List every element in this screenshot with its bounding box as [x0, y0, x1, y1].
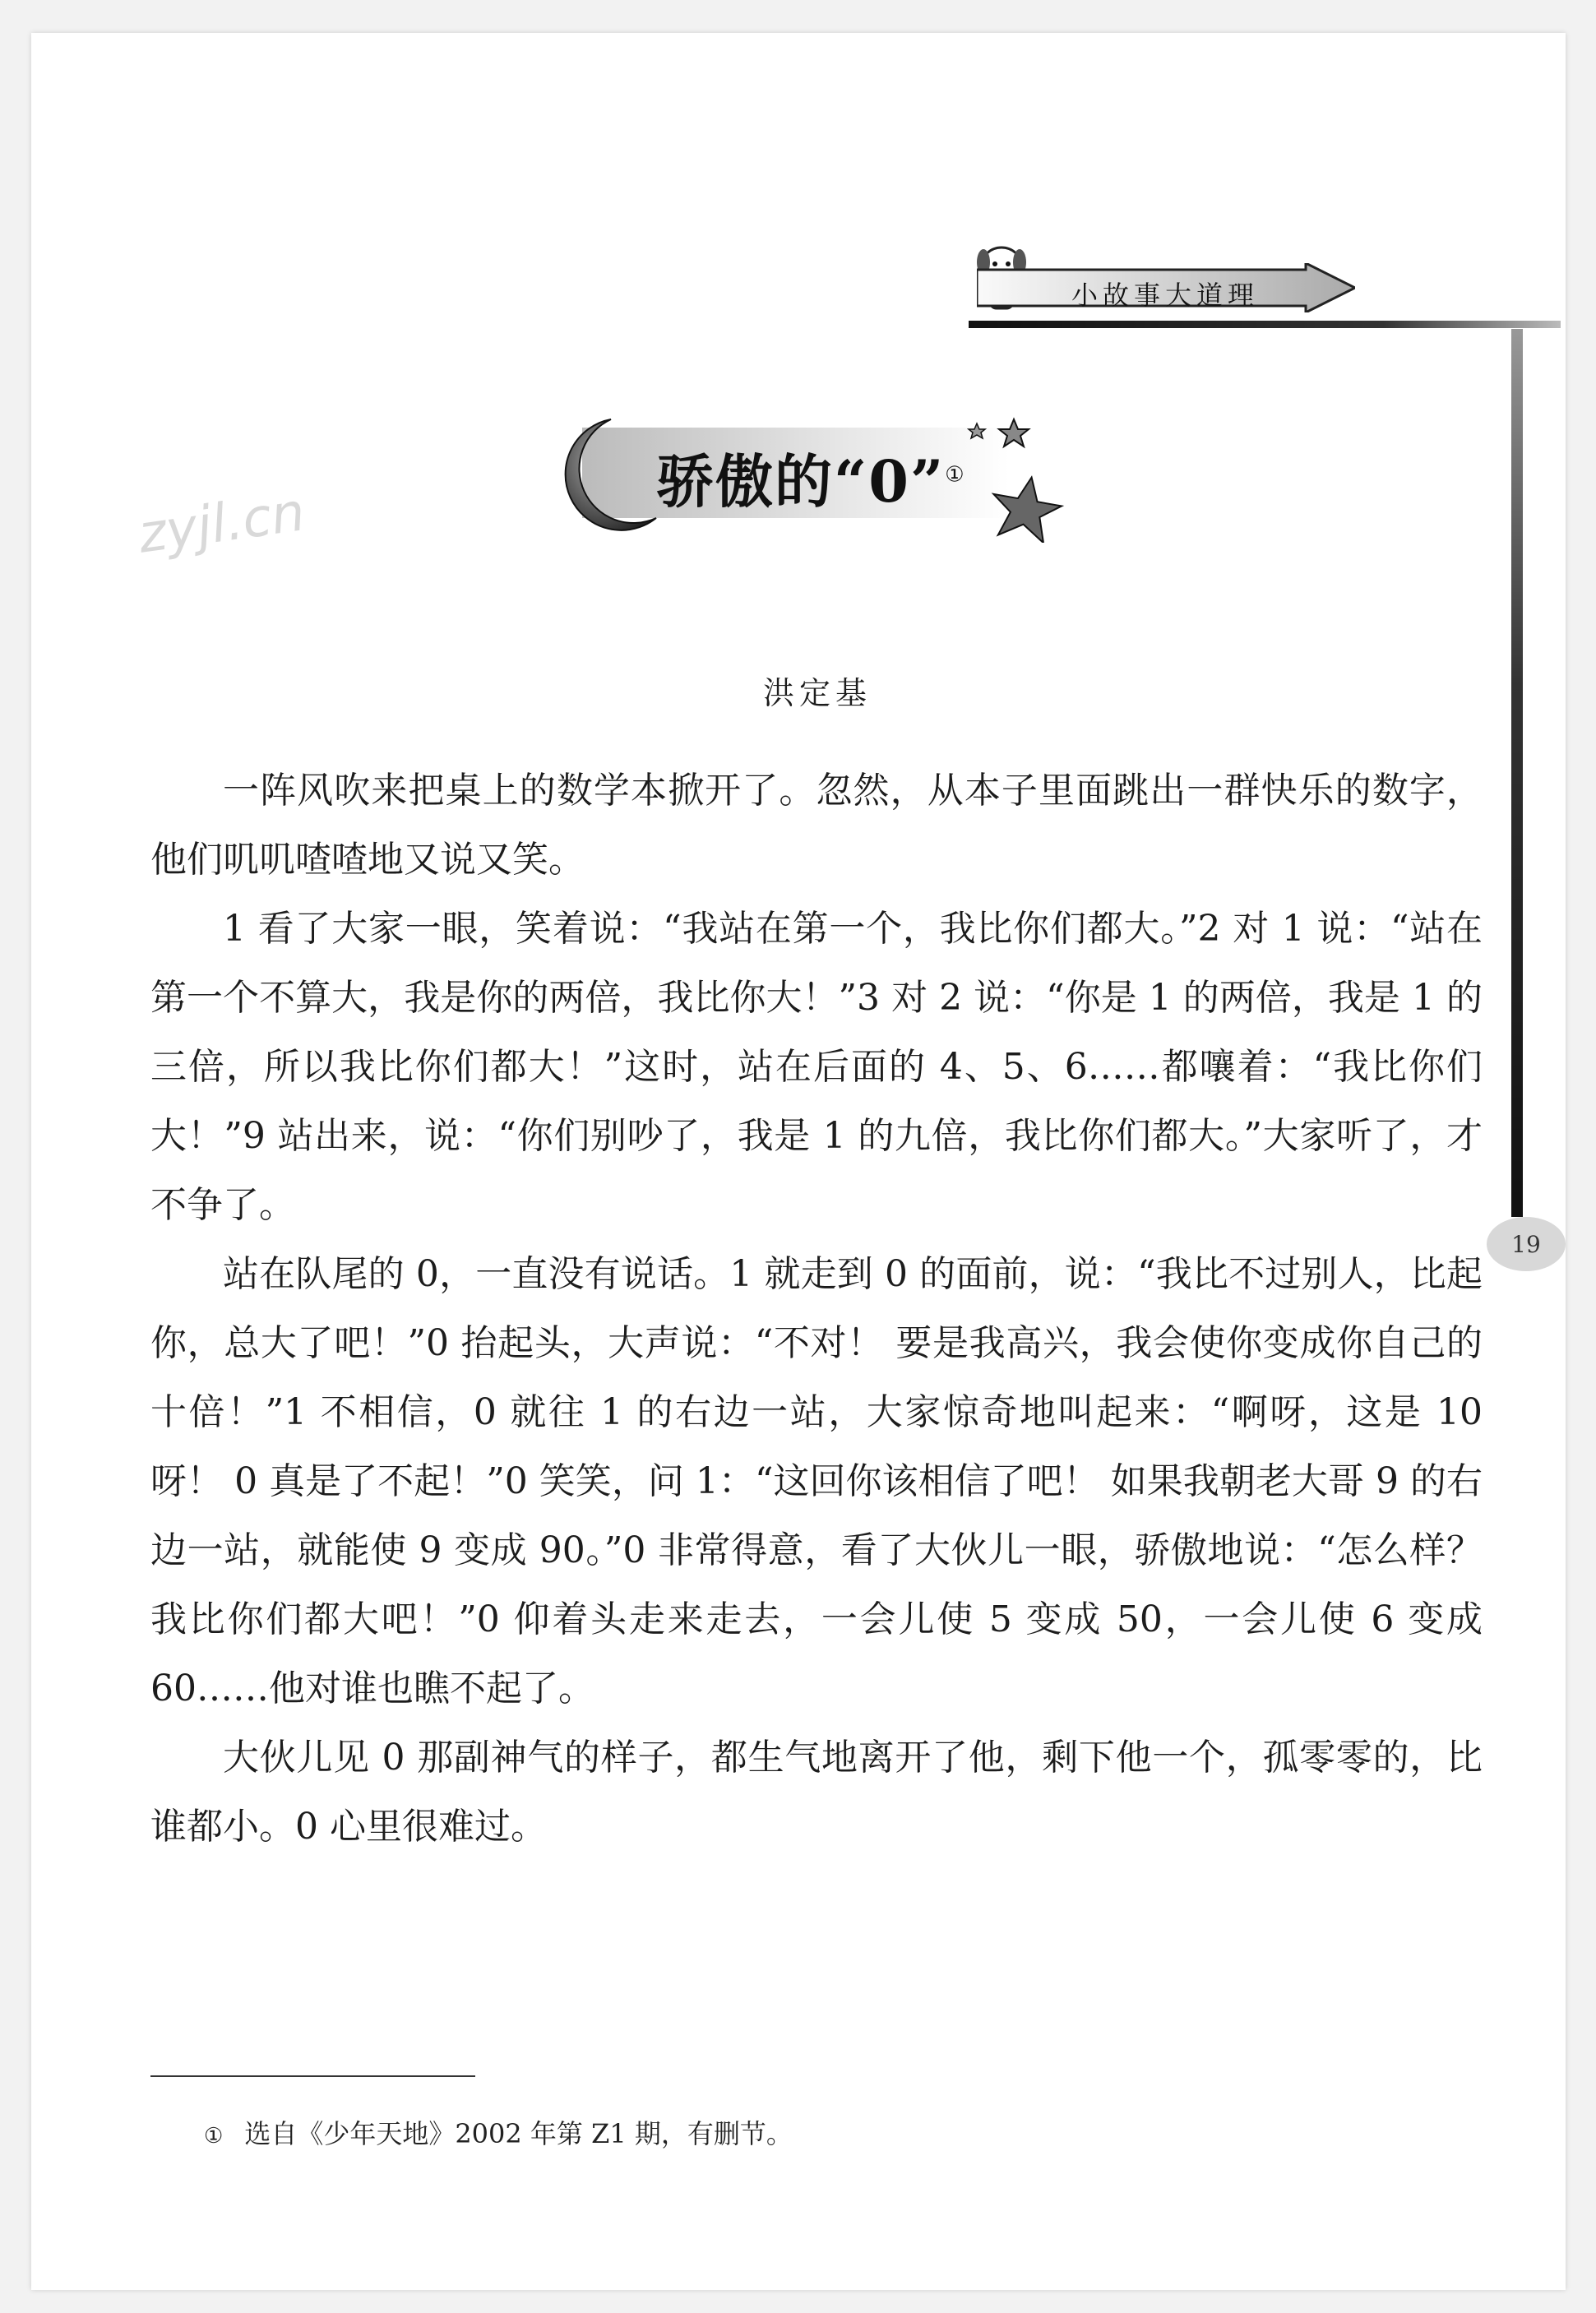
watermark: zyjl.cn	[134, 482, 309, 566]
header-rule	[969, 321, 1561, 328]
footnote-text: 选自《少年天地》2002 年第 Z1 期，有删节。	[244, 2118, 793, 2149]
page	[31, 33, 1566, 2290]
paragraph: 大伙儿见 0 那副神气的样子，都生气地离开了他，剩下他一个，孤零零的，比谁都小。0 心里很难过。	[150, 1737, 1483, 1848]
title-footnote-mark: ①	[945, 462, 966, 488]
footnote	[204, 2113, 793, 2151]
page-number: 19	[1487, 1217, 1566, 1271]
paragraph: 一阵风吹来把桌上的数学本掀开了。忽然，从本子里面跳出一群快乐的数字，他们叽叽喳喳地又说又笑。	[150, 770, 1483, 881]
author: 洪定基	[763, 675, 872, 711]
footnote-rule	[150, 2075, 475, 2077]
footnote-mark: ①	[204, 2124, 224, 2149]
story-title	[656, 436, 966, 519]
paragraph: 1 看了大家一眼，笑着说：“我站在第一个，我比你们都大。”2 对 1 说：“站在第一个不算大，我是你的两倍，我比你大！”3 对 2 说：“你是 1 的两倍，我是 1 的三倍，所以我比你们都大！”这时，站在后面的 4、5、6……都嚷着：“我比你们大！”9 站出来，说：“你们别吵了，我是 1 的九倍，我比你们都大。”大家听了，才不争了。	[150, 908, 1483, 1226]
story-body	[150, 756, 1483, 1862]
side-bar	[1511, 329, 1523, 1217]
paragraph: 站在队尾的 0，一直没有说话。1 就走到 0 的面前，说：“我比不过别人，比起你，总大了吧！”0 抬起头，大声说：“不对！ 要是我高兴，我会使你变成你自己的十倍！”1 不相信，0 就往 1 的右边一站，大家惊奇地叫起来：“啊呀，这是 10 呀！ 0 真是了不起！”0 笑笑，问 1：“这回你该相信了吧！ 如果我朝老大哥 9 的右边一站，就能使 9 变成 90。”0 非常得意，看了大伙儿一眼，骄傲地说：“怎么样？ 我比你们都大吧！”0 仰着头走来走去，一会儿使 5 变成 50，一会儿使 6 变成 60……他对谁也瞧不起了。	[150, 1253, 1483, 1709]
story-title-text: 骄傲的“0”	[656, 447, 946, 516]
series-title: 小故事大道理	[1071, 280, 1260, 311]
